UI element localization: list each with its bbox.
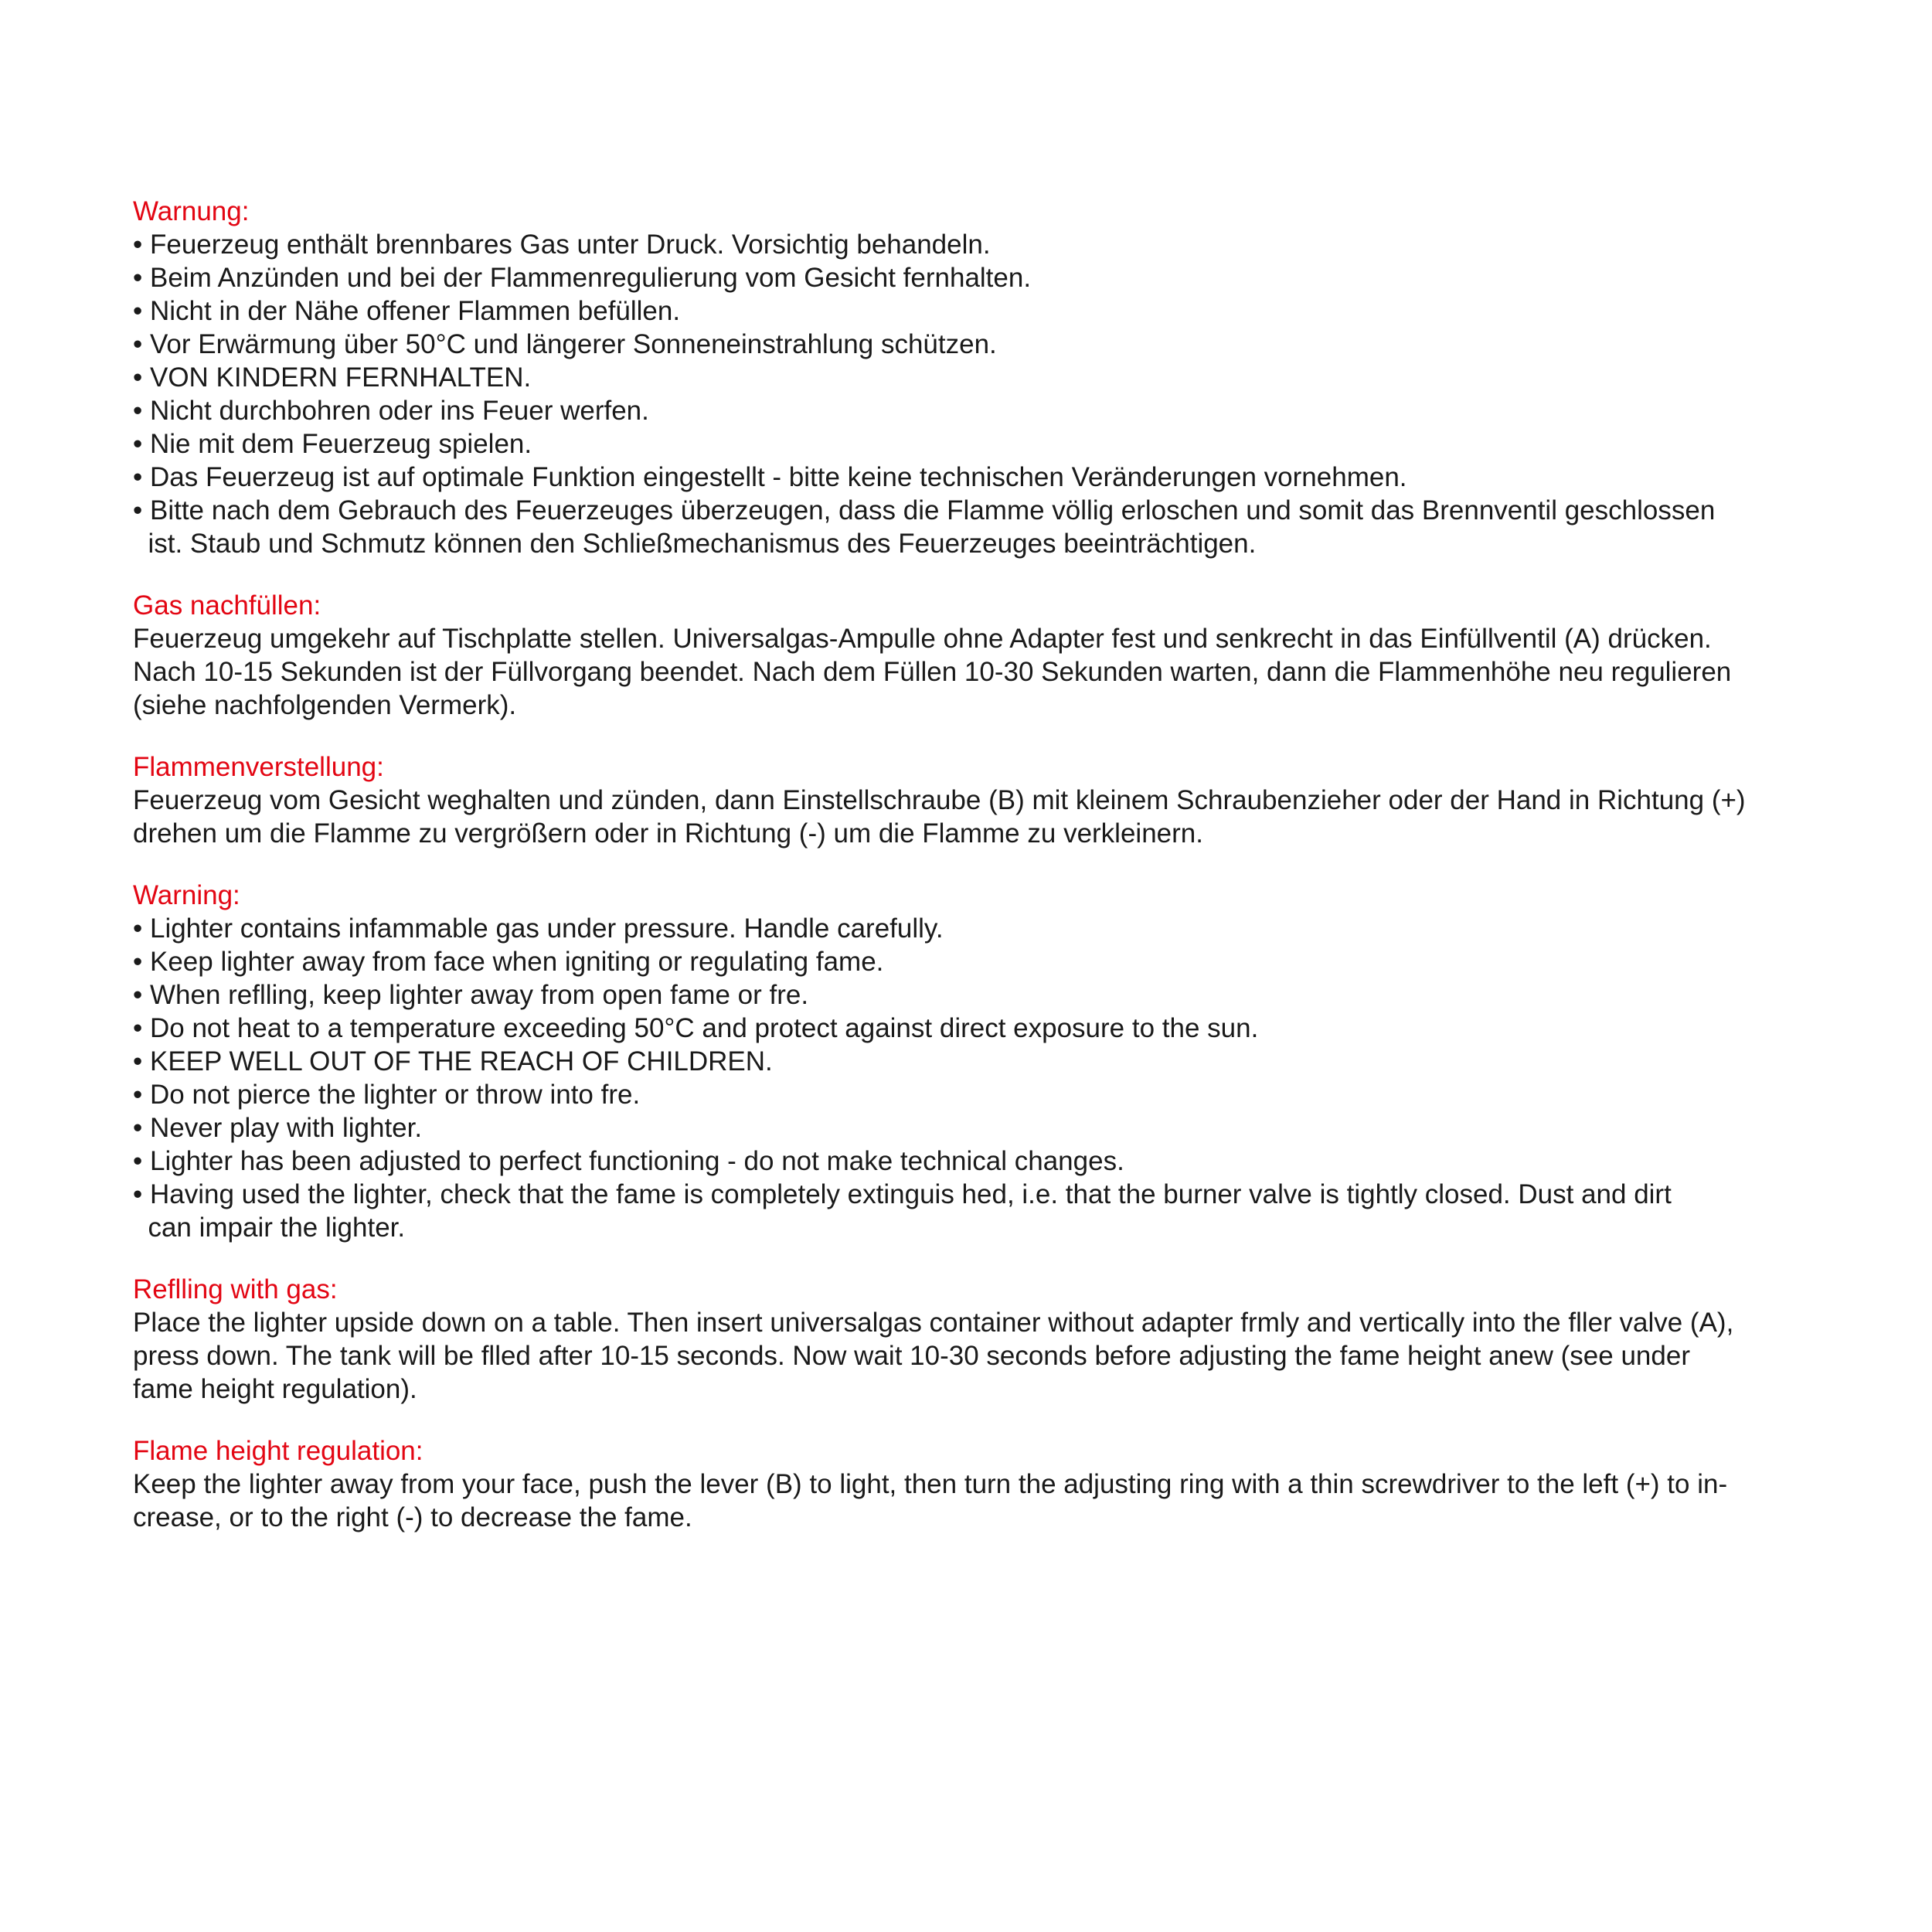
text-line: • Bitte nach dem Gebrauch des Feuerzeuges überzeugen, dass die Flamme völlig erloschen und somit das Brennventil geschlossen	[133, 495, 1716, 526]
text-line: • When reflling, keep lighter away from open fame or fre.	[133, 980, 809, 1010]
section-flame-height-regulation	[133, 1434, 1794, 1534]
text-line: • Never play with lighter.	[133, 1113, 423, 1143]
text-line: press down. The tank will be flled after 10-15 seconds. Now wait 10-30 seconds before adjusting the fame height anew (see under	[133, 1341, 1690, 1371]
text-line: • Do not pierce the lighter or throw into fre.	[133, 1080, 641, 1110]
text-line: • Nicht durchbohren oder ins Feuer werfen.	[133, 396, 649, 426]
section-warning-en	[133, 879, 1794, 1244]
section-heading: Warnung:	[133, 196, 250, 226]
text-line: • Having used the lighter, check that the fame is completely extinguis hed, i.e. that the burner valve is tightly closed. Dust and dirt	[133, 1179, 1672, 1209]
section-heading: Reflling with gas:	[133, 1274, 338, 1304]
document-page	[133, 195, 1794, 1534]
text-line: Nach 10-15 Sekunden ist der Füllvorgang beendet. Nach dem Füllen 10-30 Sekunden warten, dann die Flammenhöhe neu regulieren	[133, 657, 1732, 687]
text-line: Feuerzeug vom Gesicht weghalten und zünden, dann Einstellschraube (B) mit kleinem Schraubenzieher oder der Hand in Richtung (+)	[133, 785, 1746, 815]
text-line: • KEEP WELL OUT OF THE REACH OF CHILDREN.	[133, 1046, 773, 1077]
text-line: can impair the lighter.	[133, 1213, 406, 1243]
text-line: ist. Staub und Schmutz können den Schließmechanismus des Feuerzeuges beeinträchtigen.	[133, 529, 1257, 559]
section-heading: Flame height regulation:	[133, 1436, 423, 1466]
text-line: crease, or to the right (-) to decrease the fame.	[133, 1502, 692, 1532]
section-heading: Warning:	[133, 880, 240, 910]
text-line: • Keep lighter away from face when igniting or regulating fame.	[133, 947, 884, 977]
text-line: • Nicht in der Nähe offener Flammen befüllen.	[133, 296, 681, 326]
text-line: • Feuerzeug enthält brennbares Gas unter Druck. Vorsichtig behandeln.	[133, 230, 991, 260]
text-line: Place the lighter upside down on a table. Then insert universalgas container without adapter frmly and vertically into the fller valve (A),	[133, 1308, 1734, 1338]
section-heading: Flammenverstellung:	[133, 752, 384, 782]
section-warnung-de	[133, 195, 1794, 560]
text-line: • Beim Anzünden und bei der Flammenregulierung vom Gesicht fernhalten.	[133, 263, 1032, 293]
text-line: • Das Feuerzeug ist auf optimale Funktion eingestellt - bitte keine technischen Veränderungen vornehmen.	[133, 462, 1407, 492]
text-line: drehen um die Flamme zu vergrößern oder in Richtung (-) um die Flamme zu verkleinern.	[133, 818, 1203, 849]
section-gas-nachfuellen	[133, 589, 1794, 722]
text-line: • Lighter has been adjusted to perfect functioning - do not make technical changes.	[133, 1146, 1124, 1176]
text-line: • Vor Erwärmung über 50°C und längerer Sonneneinstrahlung schützen.	[133, 329, 997, 359]
text-line: • Nie mit dem Feuerzeug spielen.	[133, 429, 532, 459]
text-line: fame height regulation).	[133, 1374, 417, 1404]
text-line: Keep the lighter away from your face, push the lever (B) to light, then turn the adjusting ring with a thin screwdriver to the left (+) to in-	[133, 1469, 1728, 1499]
section-flammenverstellung	[133, 750, 1794, 850]
text-line: • Do not heat to a temperature exceeding 50°C and protect against direct exposure to the sun.	[133, 1013, 1259, 1043]
text-line: • Lighter contains infammable gas under pressure. Handle carefully.	[133, 913, 944, 944]
text-line: • VON KINDERN FERNHALTEN.	[133, 362, 532, 393]
section-heading: Gas nachfüllen:	[133, 590, 321, 621]
text-line: Feuerzeug umgekehr auf Tischplatte stellen. Universalgas-Ampulle ohne Adapter fest und senkrecht in das Einfüllventil (A) drücken.	[133, 624, 1712, 654]
text-line: (siehe nachfolgenden Vermerk).	[133, 690, 517, 720]
section-refilling-with-gas	[133, 1273, 1794, 1406]
